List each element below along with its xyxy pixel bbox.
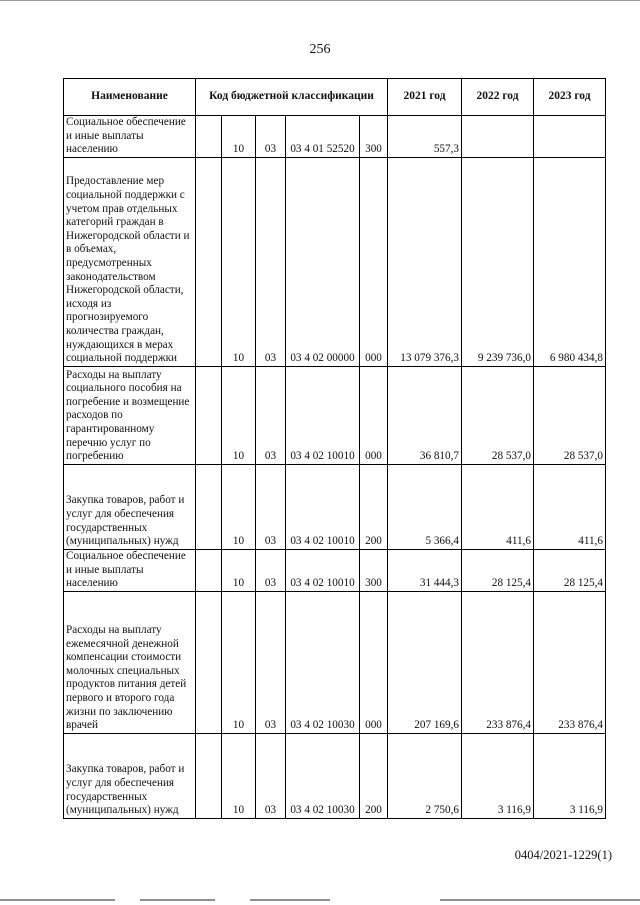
row-blank-cell (196, 366, 222, 464)
row-name: Расходы на выплату ежемесячной денежной компенсации стоимости молочных специальных продуктов питания детей первого и второго года жизни по заключению врачей (64, 591, 196, 733)
row-subsection: 03 (256, 366, 286, 464)
row-value-2022: 28 537,0 (462, 366, 534, 464)
row-blank-cell (196, 464, 222, 549)
row-expense-type: 300 (360, 116, 388, 158)
row-expense-type: 000 (360, 157, 388, 366)
table-body (64, 116, 606, 819)
row-value-2021: 557,3 (388, 116, 462, 158)
row-name: Социальное обеспечение и иные выплаты населению (64, 116, 196, 158)
row-value-2022: 3 116,9 (462, 733, 534, 818)
row-value-2022 (462, 116, 534, 158)
row-expense-type: 300 (360, 549, 388, 591)
header-2021: 2021 год (388, 79, 462, 116)
row-expense-type: 200 (360, 733, 388, 818)
row-value-2023: 28 537,0 (534, 366, 606, 464)
row-name: Социальное обеспечение и иные выплаты населению (64, 549, 196, 591)
row-value-2021: 36 810,7 (388, 366, 462, 464)
row-name: Закупка товаров, работ и услуг для обеспечения государственных (муниципальных) нужд (64, 733, 196, 818)
row-target-code: 03 4 02 10010 (286, 464, 360, 549)
table-row (64, 464, 606, 549)
document-code: 0404/2021-1229(1) (514, 848, 612, 862)
row-value-2023: 28 125,4 (534, 549, 606, 591)
table-row (64, 366, 606, 464)
row-subsection: 03 (256, 464, 286, 549)
top-border-line (0, 0, 640, 1)
table-row (64, 591, 606, 733)
row-section: 10 (222, 591, 256, 733)
row-value-2022: 233 876,4 (462, 591, 534, 733)
header-2022: 2022 год (462, 79, 534, 116)
header-2023: 2023 год (534, 79, 606, 116)
row-section: 10 (222, 733, 256, 818)
row-blank-cell (196, 549, 222, 591)
table-row (64, 549, 606, 591)
header-name: Наименование (64, 79, 196, 116)
row-expense-type: 000 (360, 591, 388, 733)
page-number: 256 (309, 42, 331, 57)
row-value-2021: 13 079 376,3 (388, 157, 462, 366)
row-section: 10 (222, 366, 256, 464)
row-section: 10 (222, 549, 256, 591)
bottom-scan-marks (0, 899, 640, 901)
row-value-2021: 5 366,4 (388, 464, 462, 549)
row-value-2021: 207 169,6 (388, 591, 462, 733)
row-subsection: 03 (256, 157, 286, 366)
table-row (64, 116, 606, 158)
row-section: 10 (222, 116, 256, 158)
row-value-2023: 411,6 (534, 464, 606, 549)
row-subsection: 03 (256, 116, 286, 158)
table-row (64, 157, 606, 366)
row-value-2023: 3 116,9 (534, 733, 606, 818)
row-value-2021: 31 444,3 (388, 549, 462, 591)
row-value-2022: 9 239 736,0 (462, 157, 534, 366)
row-target-code: 03 4 02 10010 (286, 549, 360, 591)
table-row (64, 733, 606, 818)
row-value-2023: 6 980 434,8 (534, 157, 606, 366)
row-value-2022: 411,6 (462, 464, 534, 549)
budget-table (63, 78, 606, 819)
row-blank-cell (196, 733, 222, 818)
row-subsection: 03 (256, 591, 286, 733)
row-name: Закупка товаров, работ и услуг для обеспечения государственных (муниципальных) нужд (64, 464, 196, 549)
row-target-code: 03 4 02 00000 (286, 157, 360, 366)
row-section: 10 (222, 157, 256, 366)
row-blank-cell (196, 116, 222, 158)
row-expense-type: 000 (360, 366, 388, 464)
row-blank-cell (196, 157, 222, 366)
header-code: Код бюджетной классификации (196, 79, 388, 116)
row-value-2023: 233 876,4 (534, 591, 606, 733)
table-header-row (64, 79, 606, 116)
row-target-code: 03 4 02 10030 (286, 591, 360, 733)
row-value-2021: 2 750,6 (388, 733, 462, 818)
row-target-code: 03 4 02 10030 (286, 733, 360, 818)
row-target-code: 03 4 01 52520 (286, 116, 360, 158)
row-name: Предоставление мер социальной поддержки с учетом прав отдельных категорий граждан в Нижегородской области и в объемах, предусмотренных законодательством Нижегородской области, исходя из прогнозируемого количества граждан, нуждающихся в мерах социальной поддержки (64, 157, 196, 366)
row-section: 10 (222, 464, 256, 549)
row-value-2023 (534, 116, 606, 158)
row-name: Расходы на выплату социального пособия на погребение и возмещение расходов по гарантированному перечню услуг по погребению (64, 366, 196, 464)
row-value-2022: 28 125,4 (462, 549, 534, 591)
row-subsection: 03 (256, 733, 286, 818)
row-target-code: 03 4 02 10010 (286, 366, 360, 464)
row-subsection: 03 (256, 549, 286, 591)
row-blank-cell (196, 591, 222, 733)
row-expense-type: 200 (360, 464, 388, 549)
